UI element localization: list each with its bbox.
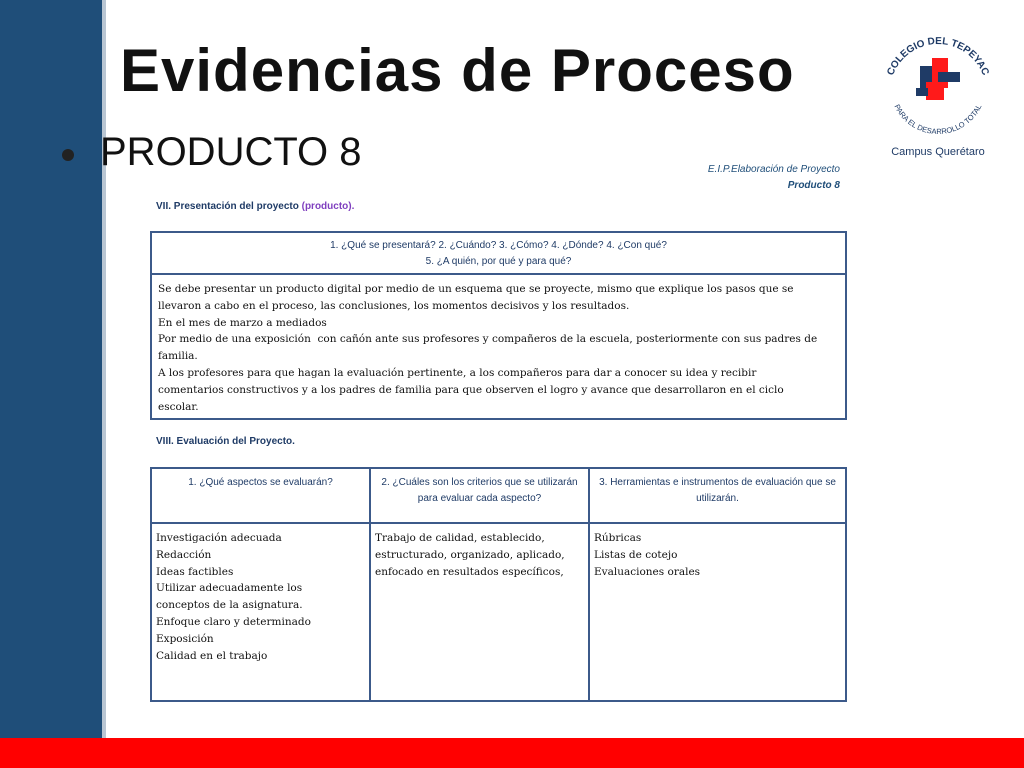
left-bar-edge — [102, 0, 106, 738]
bullet-dot-icon — [62, 149, 74, 161]
aspect-line: Redacción — [156, 548, 212, 561]
section8-criteria-cell — [371, 524, 590, 700]
school-logo — [876, 26, 1000, 136]
section7-answer-line: familia. — [158, 350, 198, 363]
doc-header-line2: Producto 8 — [787, 180, 840, 191]
section8-header-aspects: 1. ¿Qué aspectos se evaluarán? — [152, 469, 371, 522]
criteria-line: Trabajo de calidad, establecido, — [375, 532, 545, 544]
section8-aspects-cell — [152, 524, 371, 700]
left-accent-bar — [0, 0, 102, 738]
section7-questions-line1: 1. ¿Qué se presentará? 2. ¿Cuándo? 3. ¿Cómo? 4. ¿Dónde? 4. ¿Con qué? — [330, 240, 667, 251]
aspect-line: Utilizar adecuadamente los — [156, 582, 303, 595]
section8-tools-cell — [590, 524, 845, 700]
section7-answer-line: En el mes de marzo a mediados — [158, 316, 327, 329]
logo-arc-text-bottom: PARA EL DESARROLLO TOTAL — [892, 102, 984, 136]
section7-title — [156, 201, 354, 212]
section7-answer-line: Se debe presentar un producto digital por medio de un esquema que se proyecte, mismo que explique los pasos que se — [158, 283, 794, 295]
section7-answer-line: A los profesores para que hagan la evaluación pertinente, a los compañeros para dar a conocer su idea y recibir — [158, 366, 757, 379]
aspect-line: Ideas factibles — [156, 565, 234, 578]
section7-answer-line: escolar. — [158, 400, 199, 413]
section7-answer-line: comentarios constructivos y a los padres de familia para que observen el logro y avance que desarrollaron en el ciclo — [158, 383, 784, 396]
section8-title: VIII. Evaluación del Proyecto. — [156, 436, 295, 447]
logo-emblem-icon — [916, 58, 960, 100]
aspect-line: Exposición — [156, 632, 214, 645]
section7-questions-line2: 5. ¿A quién, por qué y para qué? — [425, 256, 572, 267]
section7-title-accent: (producto). — [301, 201, 355, 212]
section8-header-criteria: 2. ¿Cuáles son los criterios que se utilizarán para evaluar cada aspecto? — [371, 469, 590, 522]
aspect-line: Enfoque claro y determinado — [156, 615, 311, 628]
bullet-item — [62, 130, 362, 175]
bullet-text: PRODUCTO 8 — [100, 130, 362, 174]
section7-answer — [152, 275, 845, 415]
section7-answer-line: llevaron a cabo en el proceso, las conclusiones, los momentos decisivos y los resultados. — [158, 299, 630, 312]
logo-arc-text-top: COLEGIO DEL TEPEYAC — [885, 35, 991, 78]
section8-header-row — [152, 469, 845, 524]
section8-body-row — [152, 524, 845, 700]
tool-line: Listas de cotejo — [594, 548, 678, 561]
section7-answer-line: Por medio de una exposición con cañón ante sus profesores y compañeros de la escuela, posteriormente con sus padres de — [158, 333, 818, 346]
logo-caption: Campus Querétaro — [891, 146, 985, 158]
section7-questions — [152, 233, 845, 275]
criteria-line: estructurado, organizado, aplicado, — [375, 548, 565, 561]
tool-line: Evaluaciones orales — [594, 565, 701, 578]
aspect-line: conceptos de la asignatura. — [156, 599, 303, 612]
section8-header-tools: 3. Herramientas e instrumentos de evaluación que se utilizarán. — [599, 477, 836, 504]
slide-title: Evidencias de Proceso — [120, 37, 795, 104]
section7-table — [150, 231, 847, 420]
aspect-line: Calidad en el trabajo — [156, 649, 268, 662]
criteria-line: enfocado en resultados específicos, — [375, 565, 564, 578]
tool-line: Rúbricas — [594, 532, 642, 544]
doc-header-line1: E.I.P.Elaboración de Proyecto — [707, 164, 840, 175]
aspect-line: Investigación adecuada — [156, 532, 282, 544]
bottom-accent-bar — [0, 738, 1024, 768]
section7-title-prefix: VII. Presentación del proyecto — [156, 201, 302, 212]
section8-table — [150, 467, 847, 702]
